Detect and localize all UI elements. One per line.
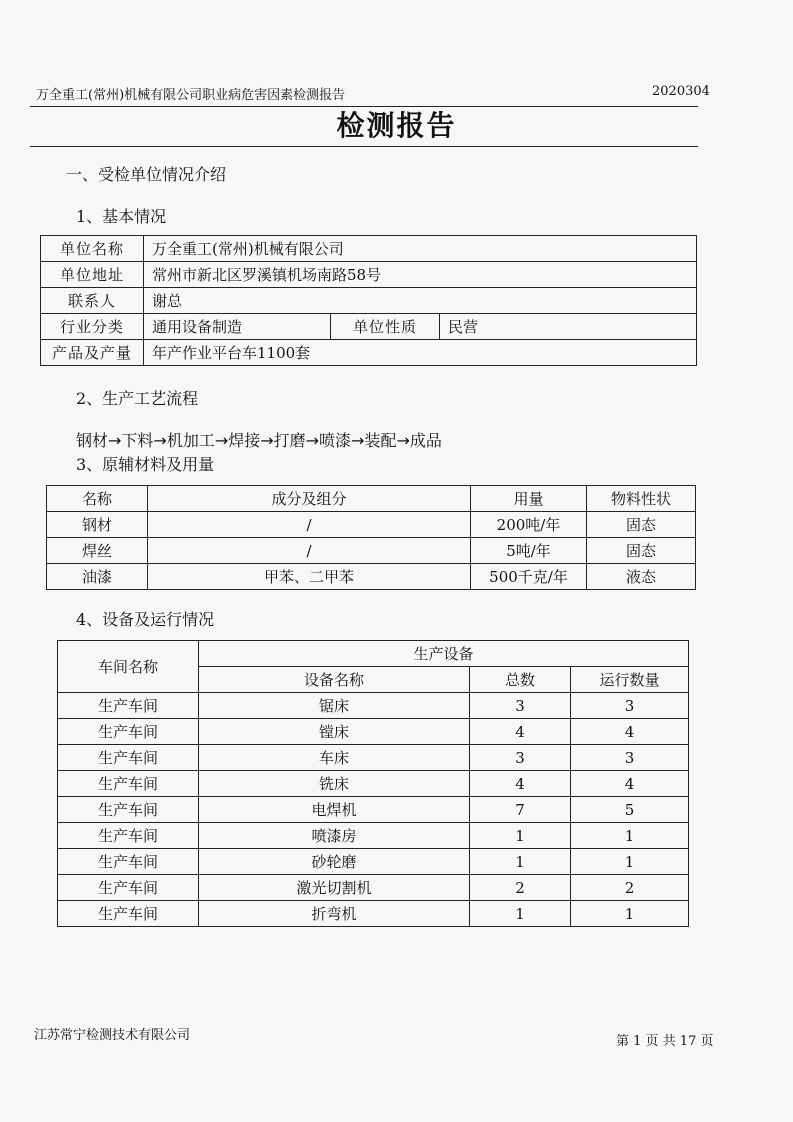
table-cell: 1 (470, 901, 571, 927)
table-cell: 喷漆房 (199, 823, 470, 849)
table-cell: 3 (470, 693, 571, 719)
table-cell: 7 (470, 797, 571, 823)
materials-table (46, 485, 696, 590)
page-number: 第 1 页 共 17 页 (616, 1034, 714, 1049)
table-cell: 生产车间 (58, 875, 199, 901)
table-cell: 生产车间 (58, 849, 199, 875)
table-cell: 生产车间 (58, 745, 199, 771)
table-cell: 固态 (587, 512, 696, 538)
table-row (58, 693, 689, 719)
table-cell-label: 单位名称 (41, 236, 144, 262)
table-row (58, 745, 689, 771)
table-cell: 200吨/年 (471, 512, 587, 538)
table-cell-label: 产品及产量 (41, 340, 144, 366)
table-cell: 油漆 (47, 564, 148, 590)
table-cell: 1 (571, 849, 689, 875)
table-cell: 1 (470, 849, 571, 875)
table-cell-label: 单位地址 (41, 262, 144, 288)
basic-info-heading: 1、基本情况 (76, 207, 167, 226)
table-cell: 固态 (587, 538, 696, 564)
process-flow: 钢材→下料→机加工→焊接→打磨→喷漆→装配→成品 (76, 431, 442, 450)
title-divider (30, 146, 698, 147)
basic-info-table (40, 235, 697, 366)
table-cell: 4 (470, 771, 571, 797)
table-cell: 砂轮磨 (199, 849, 470, 875)
table-cell-label: 单位性质 (331, 314, 440, 340)
table-row (47, 564, 696, 590)
table-cell: 锯床 (199, 693, 470, 719)
table-cell: 1 (571, 823, 689, 849)
table-cell: 5 (571, 797, 689, 823)
table-cell-label: 联系人 (41, 288, 144, 314)
table-row (47, 512, 696, 538)
process-heading: 2、生产工艺流程 (76, 389, 199, 408)
table-cell: 3 (470, 745, 571, 771)
table-cell: 铣床 (199, 771, 470, 797)
equipment-heading: 4、设备及运行情况 (76, 610, 215, 629)
table-cell: 车床 (199, 745, 470, 771)
table-cell: 镗床 (199, 719, 470, 745)
column-header: 用量 (471, 486, 587, 512)
table-cell: 1 (571, 901, 689, 927)
table-row (58, 875, 689, 901)
page-title: 检测报告 (336, 109, 457, 142)
table-row (58, 719, 689, 745)
section-heading: 一、受检单位情况介绍 (66, 165, 227, 184)
equipment-table (57, 640, 689, 927)
column-header: 运行数量 (571, 667, 689, 693)
table-cell: 折弯机 (199, 901, 470, 927)
table-row (47, 538, 696, 564)
table-cell: 3 (571, 693, 689, 719)
table-cell-value: 通用设备制造 (144, 314, 331, 340)
table-cell: 焊丝 (47, 538, 148, 564)
table-cell: / (148, 512, 471, 538)
footer-company: 江苏常宁检测技术有限公司 (34, 1028, 191, 1043)
column-header: 设备名称 (199, 667, 470, 693)
table-cell: 2 (571, 875, 689, 901)
table-header-row (47, 486, 696, 512)
column-header-workshop: 车间名称 (58, 641, 199, 693)
table-cell-value: 谢总 (144, 288, 697, 314)
table-cell: 激光切割机 (199, 875, 470, 901)
table-row (41, 236, 697, 262)
table-row (58, 771, 689, 797)
table-cell: / (148, 538, 471, 564)
table-cell: 4 (470, 719, 571, 745)
table-row (41, 340, 697, 366)
table-row (58, 849, 689, 875)
report-header-title: 万全重工(常州)机械有限公司职业病危害因素检测报告 (36, 88, 346, 103)
table-row (41, 262, 697, 288)
column-header: 物料性状 (587, 486, 696, 512)
table-cell: 液态 (587, 564, 696, 590)
table-cell: 甲苯、二甲苯 (148, 564, 471, 590)
table-cell-label: 行业分类 (41, 314, 144, 340)
column-group-header: 生产设备 (199, 641, 689, 667)
table-cell: 钢材 (47, 512, 148, 538)
table-cell: 5吨/年 (471, 538, 587, 564)
table-cell: 生产车间 (58, 719, 199, 745)
table-cell: 1 (470, 823, 571, 849)
table-row (41, 314, 697, 340)
table-row (58, 901, 689, 927)
table-row (58, 823, 689, 849)
table-cell-value: 万全重工(常州)机械有限公司 (144, 236, 697, 262)
table-row (58, 797, 689, 823)
column-header: 名称 (47, 486, 148, 512)
materials-heading: 3、原辅材料及用量 (76, 455, 215, 474)
table-row (41, 288, 697, 314)
table-cell: 4 (571, 719, 689, 745)
table-cell: 生产车间 (58, 771, 199, 797)
table-cell: 生产车间 (58, 797, 199, 823)
table-cell-value: 民营 (440, 314, 697, 340)
table-cell: 生产车间 (58, 823, 199, 849)
table-cell: 生产车间 (58, 901, 199, 927)
table-cell: 3 (571, 745, 689, 771)
table-cell-value: 常州市新北区罗溪镇机场南路58号 (144, 262, 697, 288)
table-cell: 500千克/年 (471, 564, 587, 590)
table-cell: 生产车间 (58, 693, 199, 719)
table-cell: 电焊机 (199, 797, 470, 823)
table-cell: 4 (571, 771, 689, 797)
table-cell: 2 (470, 875, 571, 901)
table-header-row (58, 641, 689, 667)
column-header: 总数 (470, 667, 571, 693)
report-number: 2020304 (652, 84, 710, 99)
table-cell-value: 年产作业平台车1100套 (144, 340, 697, 366)
column-header: 成分及组分 (148, 486, 471, 512)
